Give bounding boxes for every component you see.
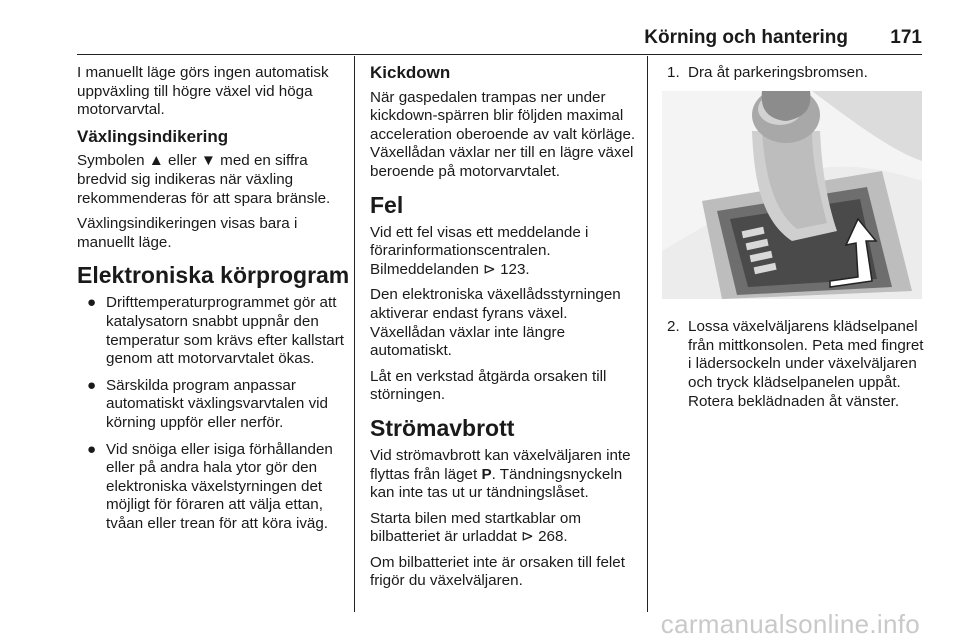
paragraph-power-3: Om bilbatteriet inte är orsaken till felet frigör du växelväljaren. — [370, 553, 625, 590]
bullet-icon: ● — [87, 294, 97, 312]
column-left — [77, 64, 352, 541]
column-right — [666, 64, 924, 411]
paragraph-power-2: Starta bilen med startkablar om bilbatteriet är urladdat ⊳ 268. — [370, 509, 582, 546]
section-title: Körning och hantering — [644, 27, 848, 48]
step-item — [666, 318, 924, 411]
paragraph-kickdown: När gaspedalen trampas ner under kickdown-spärren blir följden maximal acceleration oberoende av valt körläge. Växellådan växlar ner till en lägre växel beroende på motorvarvtalet. — [370, 88, 636, 180]
paragraph-power-1 — [370, 447, 638, 503]
intro-paragraph: I manuellt läge görs ingen automatisk uppväxling till högre växel vid höga motorvarvtal. — [77, 64, 329, 119]
heading-shift-indication: Växlingsindikering — [77, 126, 229, 146]
page-header — [77, 24, 922, 55]
bullet-icon: ● — [87, 376, 97, 394]
bullet-icon: ● — [87, 440, 97, 458]
step-number: 1. — [667, 64, 680, 81]
column-divider-2 — [647, 56, 648, 612]
paragraph-symbol: Symbolen ▲ eller ▼ med en siffra bredvid sig indikeras när växling rekommenderas för att spara bränsle. — [77, 152, 331, 207]
list-item-text: Drifttemperaturprogrammet gör att katalysatorn snabbt uppnår den temperatur som krävs efter kallstart genom att motorvarvtalet ökas. — [106, 294, 345, 368]
paragraph-fault-3: Låt en verkstad åtgärda orsaken till störningen. — [370, 367, 607, 404]
heading-kickdown: Kickdown — [370, 63, 451, 82]
paragraph-fault-2: Den elektroniska växellådsstyrningen aktiverar endast fyrans växel. Växellådan växlar inte längre automatiskt. — [370, 286, 621, 360]
list-item — [77, 441, 352, 534]
step-item — [666, 64, 924, 83]
paragraph-manual-only: Växlingsindikeringen visas bara i manuellt läge. — [77, 215, 298, 251]
program-list — [77, 294, 352, 533]
column-middle — [370, 64, 638, 598]
watermark: carmanualsonline.info — [660, 609, 920, 639]
step-text: Lossa växelväljarens klädselpanel från mittkonsolen. Peta med fingret i lädersockeln under växelväljaren och tryck klädselpanelen uppåt. Rotera beklädnaden åt vänster. — [688, 318, 924, 410]
steps-list — [666, 64, 924, 83]
gear-selector-illustration — [662, 91, 922, 299]
step-number: 2. — [667, 318, 680, 336]
list-item-text: Vid snöiga eller isiga förhållanden eller på andra hala ytor gör den elektroniska växelstyrningen det möjligt för föraren att välja ettan, tvåan eller trean för att köra iväg. — [106, 440, 333, 532]
power-text-b: . Tändningsnyckeln kan inte tas ut ur tändningslåset. — [370, 465, 623, 502]
heading-fault: Fel — [370, 191, 404, 218]
heading-power-failure: Strömavbrott — [370, 414, 515, 441]
list-item — [77, 377, 352, 433]
steps-list-continued — [666, 318, 924, 411]
column-divider-1 — [354, 56, 355, 612]
step-text: Dra åt parkeringsbromsen. — [688, 64, 868, 81]
list-item — [77, 294, 352, 368]
paragraph-fault-1: Vid ett fel visas ett meddelande i förarinformationscentralen. Bilmeddelanden ⊳ 123. — [370, 223, 589, 278]
list-item-text: Särskilda program anpassar automatiskt växlingsvarvtalen vid körning uppför eller nerför. — [106, 376, 329, 431]
power-text-a: Vid strömavbrott kan växelväljaren inte flyttas från läget — [370, 446, 631, 483]
page-number: 171 — [890, 27, 922, 48]
heading-driving-programs: Elektroniska körprogram — [77, 262, 350, 289]
gear-p-label: P — [481, 465, 492, 483]
